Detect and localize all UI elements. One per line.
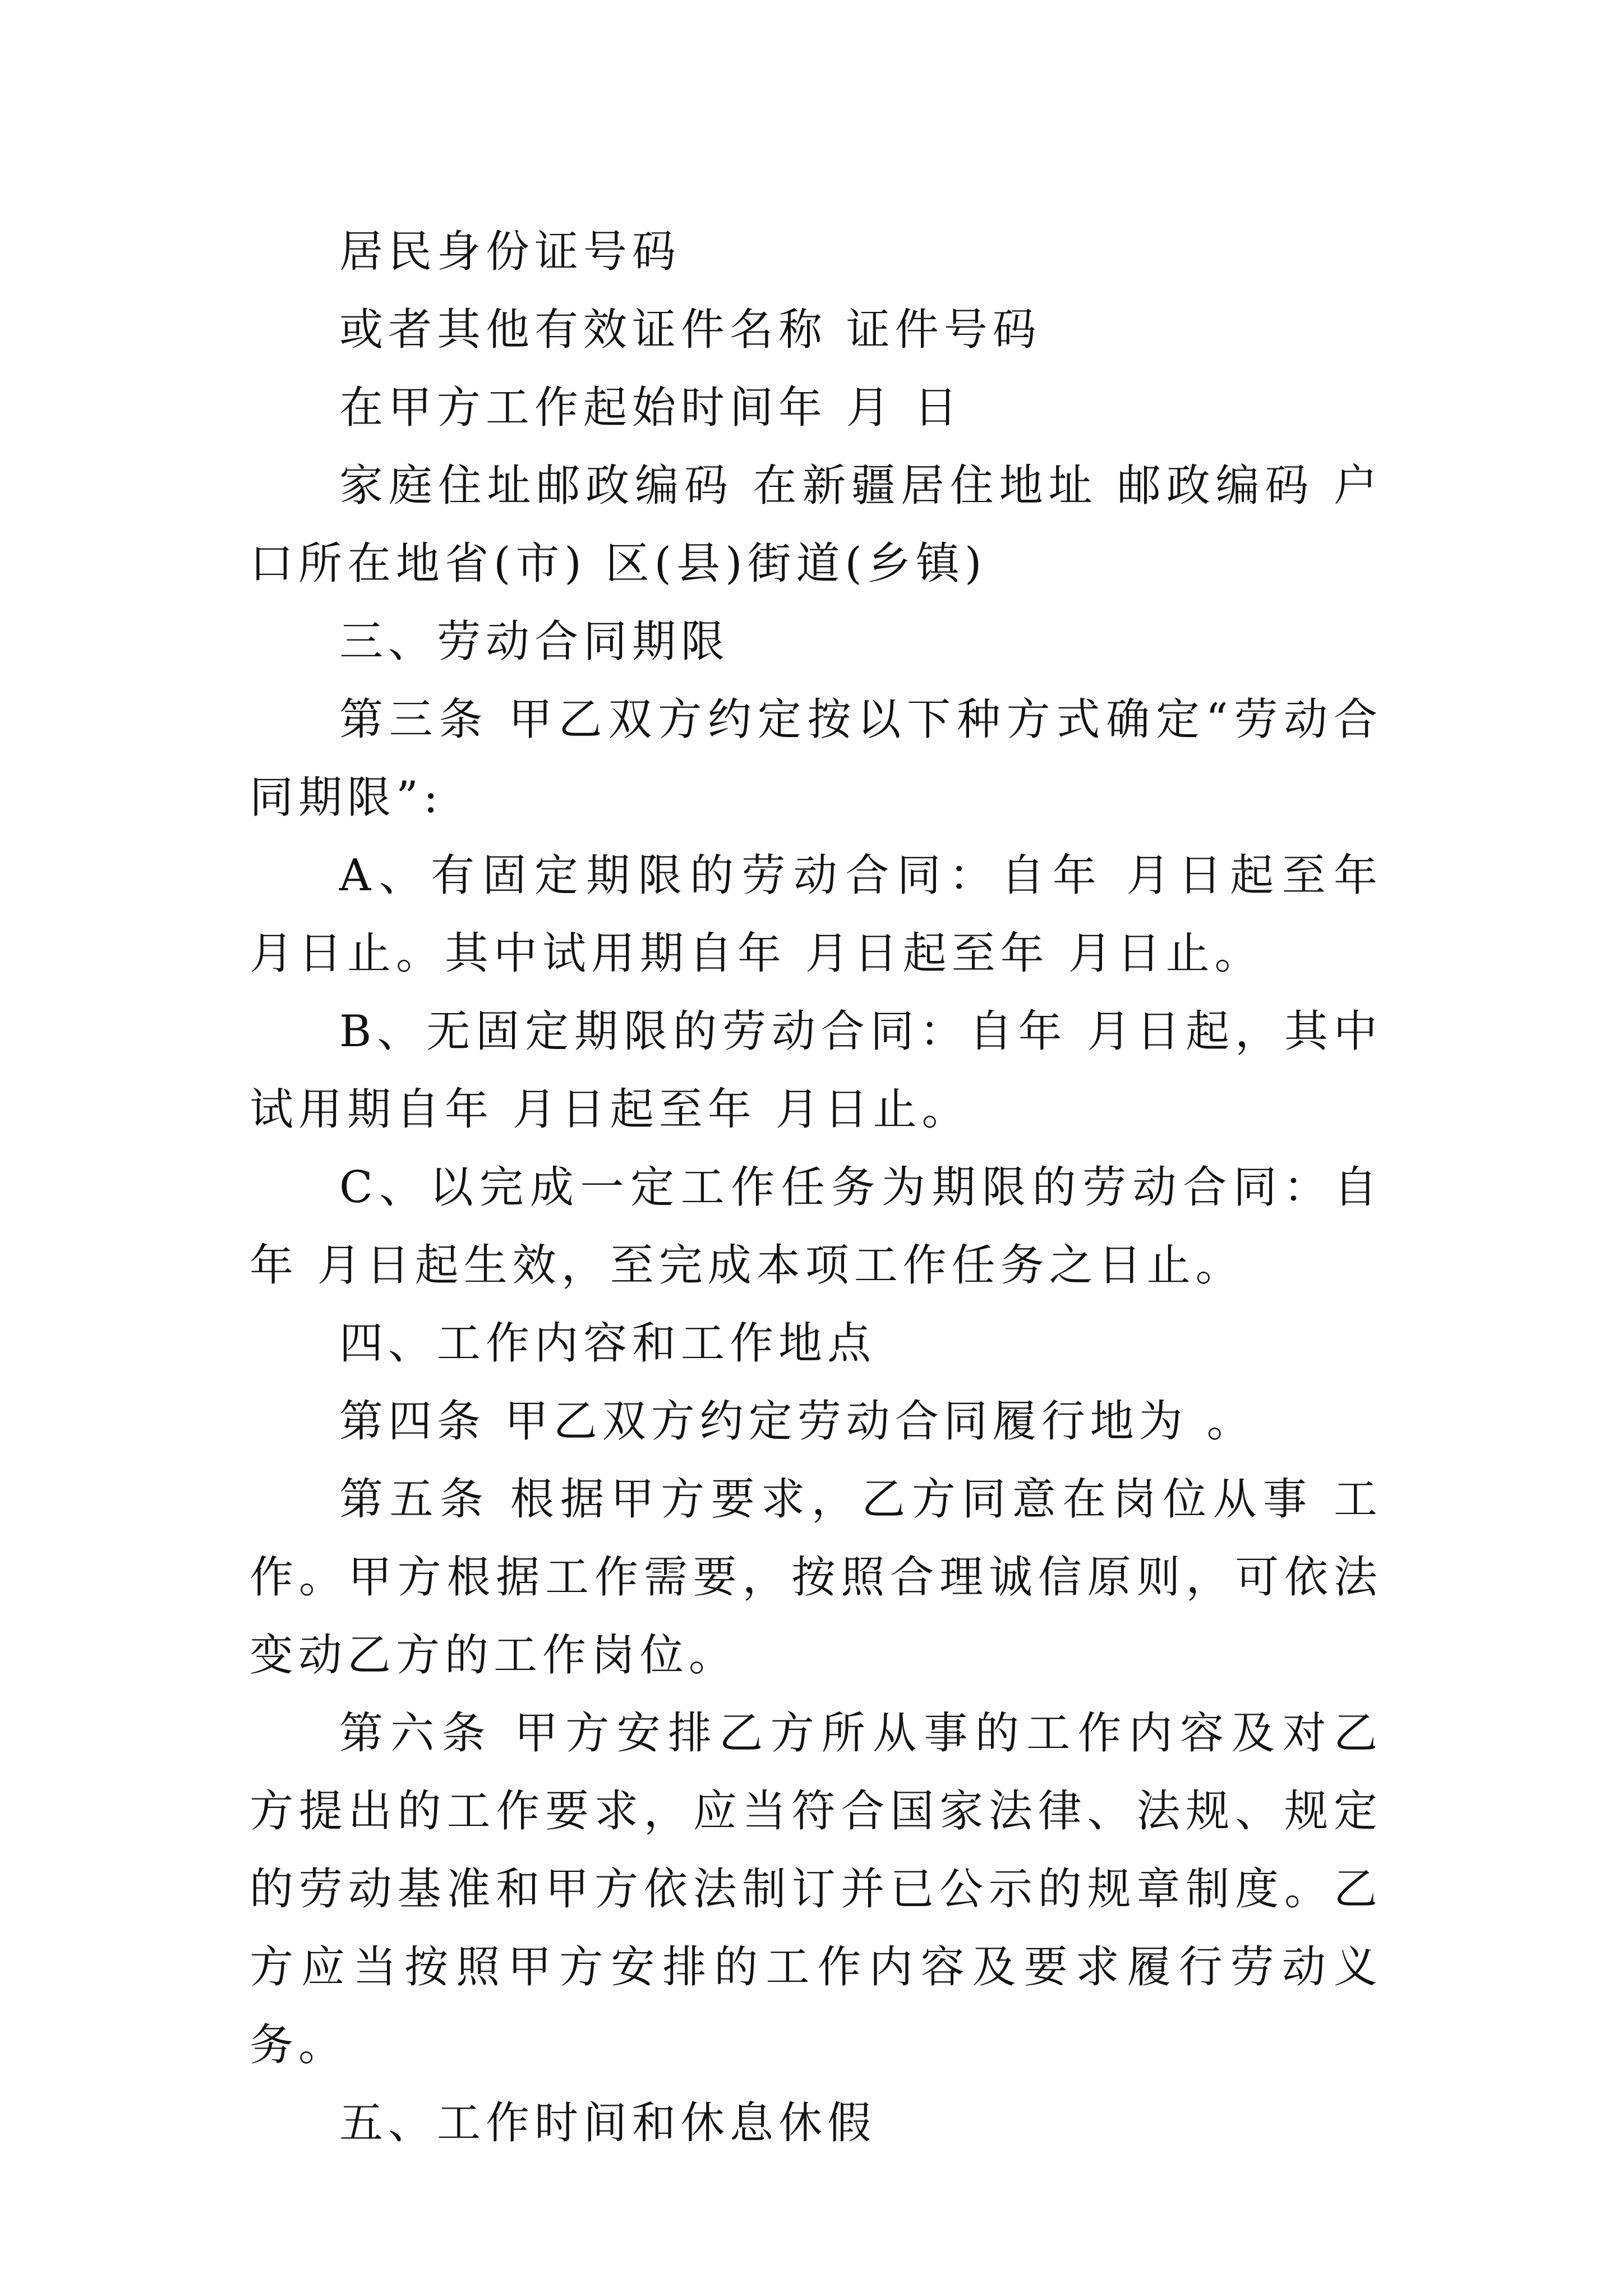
section-heading-work-hours: 五、工作时间和休息休假	[339, 2098, 877, 2148]
article-6: 第六条 甲方安排乙方所从事的工作内容及对乙方提出的工作要求，应当符合国家法律、法规、规定的劳动基准和甲方依法制订并已公示的规章制度。乙方应当按照甲方安排的工作内容及要求履行劳动义务。	[250, 1708, 1382, 2070]
section-heading-contract-term: 三、劳动合同期限	[339, 616, 730, 667]
option-a-fixed-term: A、有固定期限的劳动合同：自年 月日起至年 月日止。其中试用期自年 月日起至年 月日止。	[250, 850, 1401, 979]
paragraph-id-number: 居民身份证号码	[339, 227, 681, 277]
document-body	[250, 213, 1401, 2162]
article-4: 第四条 甲乙双方约定劳动合同履行地为 。	[339, 1396, 1256, 1447]
paragraph-address: 家庭住址邮政编码 在新疆居住地址 邮政编码 户口所在地省(市) 区(县)街道(乡镇)	[250, 461, 1382, 589]
option-c-task-term: C、以完成一定工作任务为期限的劳动合同：自年 月日起生效，至完成本项工作任务之日止。	[250, 1162, 1382, 1291]
article-3: 第三条 甲乙双方约定按以下种方式确定“劳动合同期限”:	[250, 694, 1382, 823]
option-b-open-term: B、无固定期限的劳动合同：自年 月日起，其中试用期自年 月日起至年 月日止。	[250, 1006, 1382, 1135]
paragraph-start-date: 在甲方工作起始时间年 月 日	[339, 383, 963, 433]
paragraph-other-id: 或者其他有效证件名称 证件号码	[339, 305, 1041, 355]
article-5: 第五条 根据甲方要求，乙方同意在岗位从事 工作。甲方根据工作需要，按照合理诚信原则，可依法变动乙方的工作岗位。	[250, 1474, 1382, 1681]
section-heading-work-content: 四、工作内容和工作地点	[339, 1318, 877, 1369]
